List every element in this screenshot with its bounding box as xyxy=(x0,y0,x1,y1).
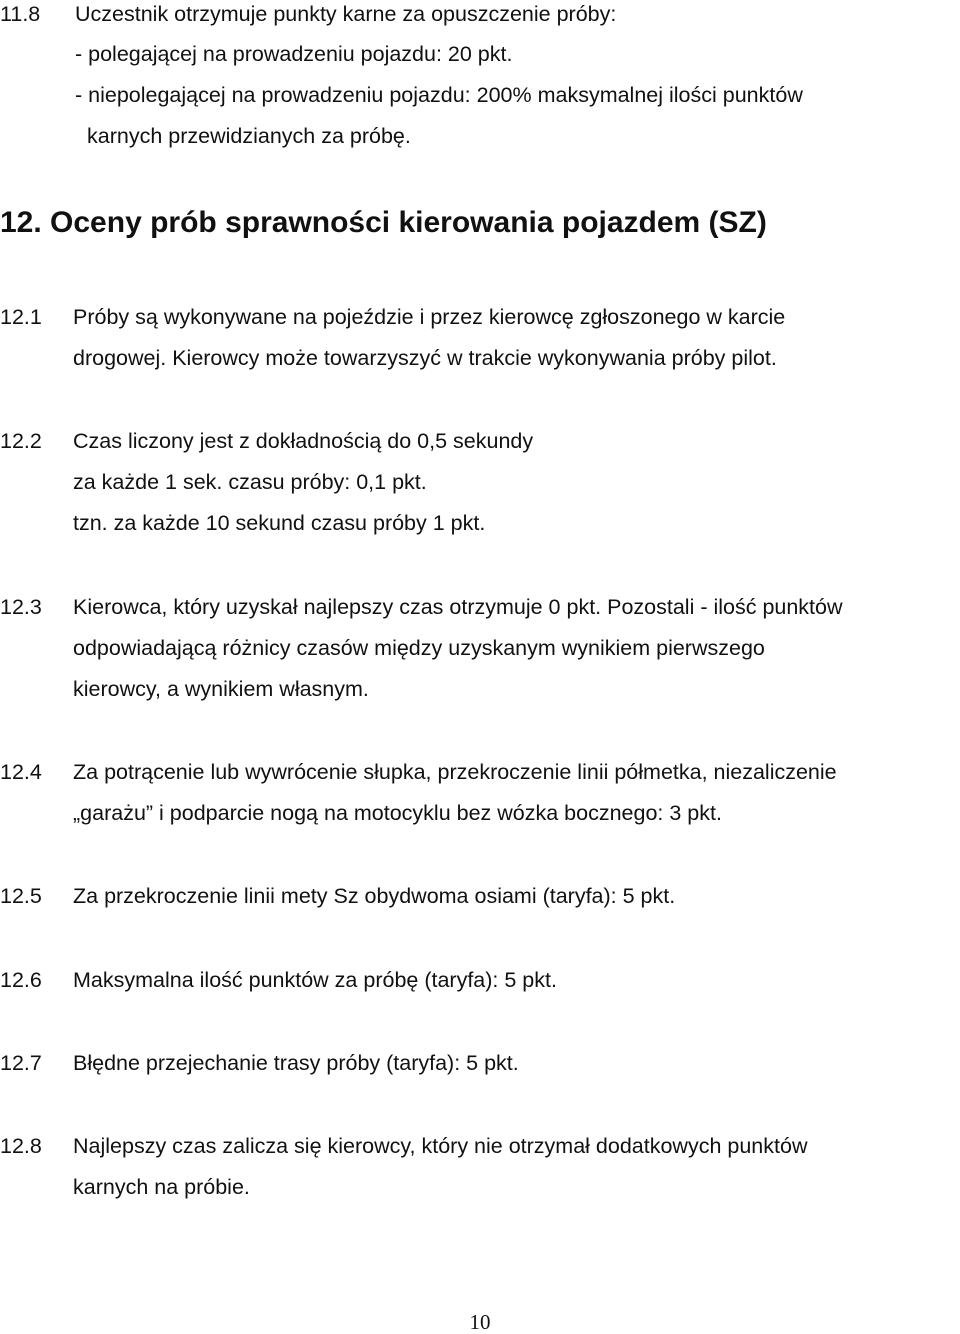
item-text: Czas liczony jest z dokładnością do 0,5 sekundy xyxy=(73,429,534,453)
item-text: karnych na próbie. xyxy=(73,1175,250,1199)
item-text: drogowej. Kierowcy może towarzyszyć w trakcie wykonywania próby pilot. xyxy=(73,346,777,370)
item-number: 12.1 xyxy=(0,305,42,329)
item-text: odpowiadającą różnicy czasów między uzyskanym wynikiem pierwszego xyxy=(73,636,765,660)
page-number: 10 xyxy=(469,1310,491,1334)
item-number: 12.2 xyxy=(0,429,42,453)
item-number: 12.3 xyxy=(0,595,42,619)
item-text: tzn. za każde 10 sekund czasu próby 1 pkt. xyxy=(73,511,486,535)
item-text: Kierowca, który uzyskał najlepszy czas otrzymuje 0 pkt. Pozostali - ilość punktów xyxy=(73,595,843,619)
item-text: Błędne przejechanie trasy próby (taryfa): 5 pkt. xyxy=(73,1051,519,1075)
item-text: karnych przewidzianych za próbę. xyxy=(87,124,411,148)
item-number: 12.5 xyxy=(0,884,42,908)
item-number: 12.7 xyxy=(0,1051,42,1075)
item-number: 12.4 xyxy=(0,760,42,784)
item-text: za każde 1 sek. czasu próby: 0,1 pkt. xyxy=(73,470,427,494)
section-heading: 12. Oceny prób sprawności kierowania pojazdem (SZ) xyxy=(0,206,767,239)
item-text: - niepolegającej na prowadzeniu pojazdu: 200% maksymalnej ilości punktów xyxy=(75,83,803,107)
item-text: Za potrącenie lub wywrócenie słupka, przekroczenie linii półmetka, niezaliczenie xyxy=(73,760,837,784)
item-text: Próby są wykonywane na pojeździe i przez kierowcę zgłoszonego w karcie xyxy=(73,305,786,329)
item-number: 11.8 xyxy=(0,2,41,26)
item-number: 12.8 xyxy=(0,1134,42,1158)
item-text: „garażu” i podparcie nogą na motocyklu bez wózka bocznego: 3 pkt. xyxy=(73,801,722,825)
item-text: Uczestnik otrzymuje punkty karne za opuszczenie próby: xyxy=(75,2,617,26)
item-number: 12.6 xyxy=(0,968,42,992)
item-text: kierowcy, a wynikiem własnym. xyxy=(73,677,369,701)
item-text: - polegającej na prowadzeniu pojazdu: 20 pkt. xyxy=(75,42,513,66)
item-text: Najlepszy czas zalicza się kierowcy, który nie otrzymał dodatkowych punktów xyxy=(73,1134,808,1158)
item-text: Za przekroczenie linii mety Sz obydwoma osiami (taryfa): 5 pkt. xyxy=(73,884,676,908)
item-text: Maksymalna ilość punktów za próbę (taryfa): 5 pkt. xyxy=(73,968,557,992)
